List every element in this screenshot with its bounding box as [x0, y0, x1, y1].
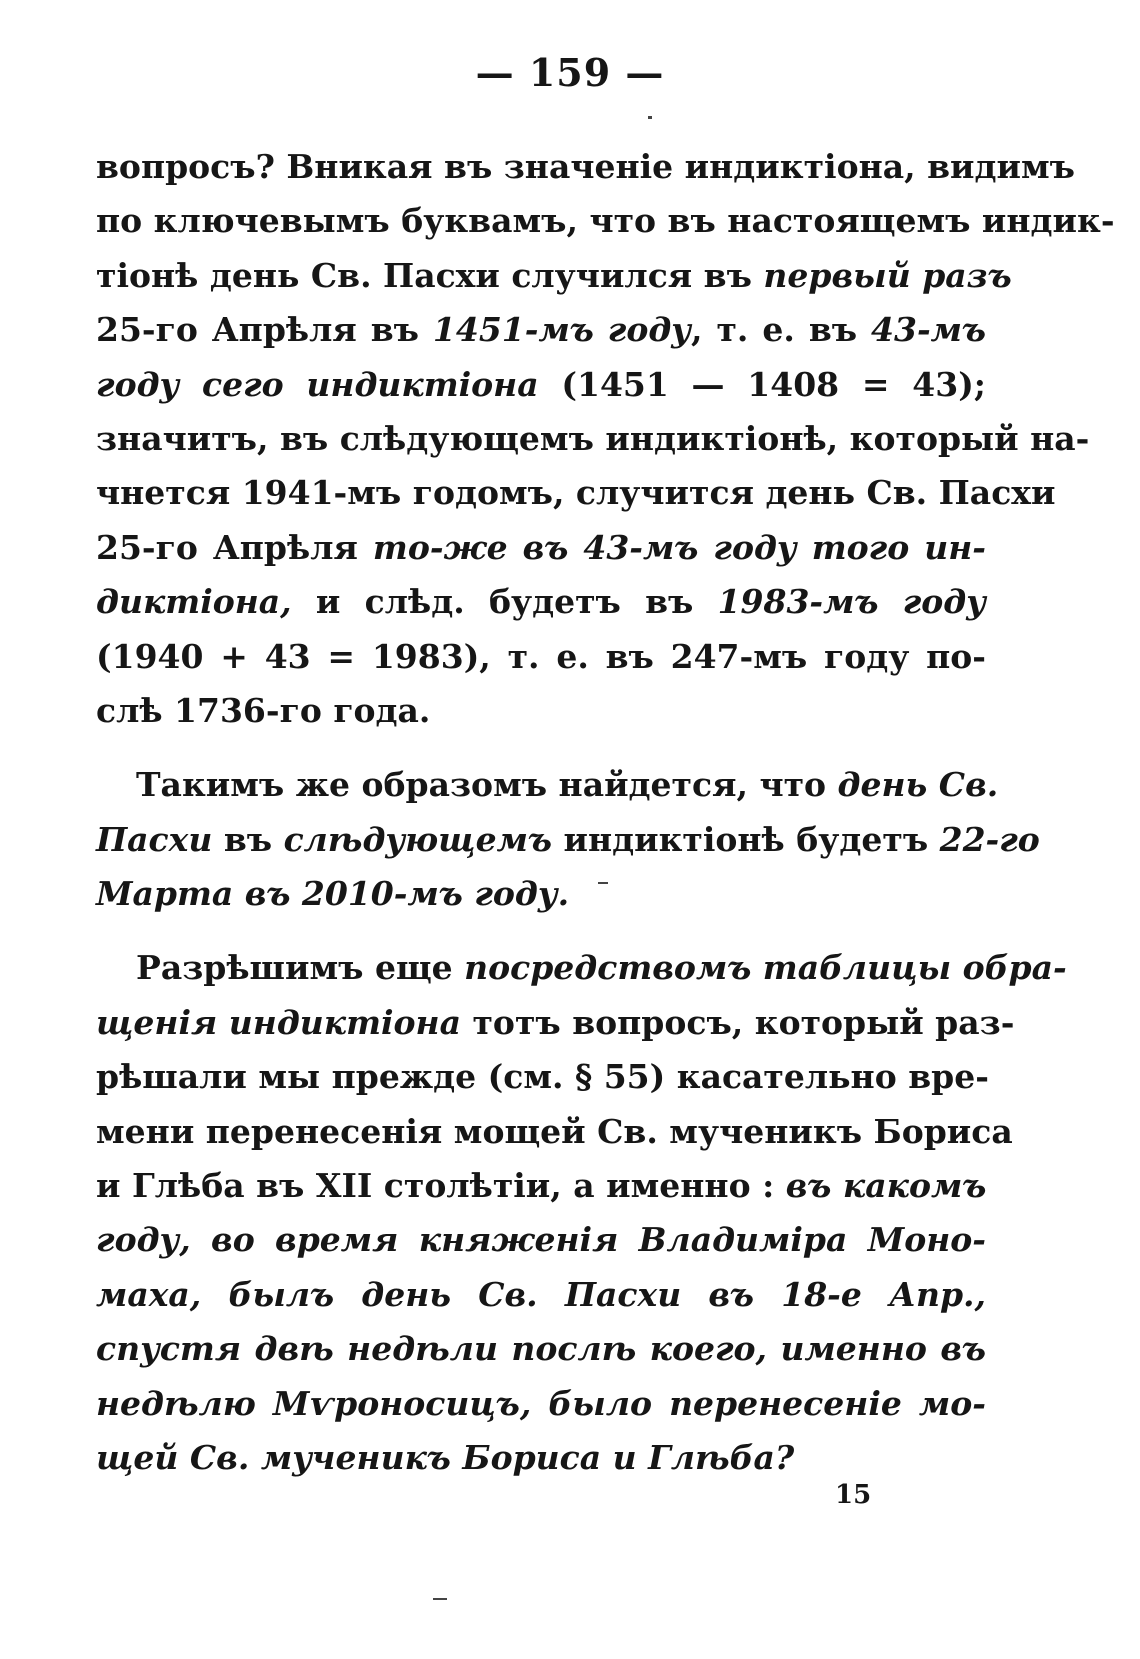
text-line: [96, 249, 1012, 303]
text-line: [96, 1431, 986, 1485]
italic-text-segment: диктіона,: [96, 582, 292, 622]
text-segment: (1451 — 1408 = 43);: [538, 364, 986, 404]
print-speck: [648, 116, 652, 119]
text-line: [96, 1377, 986, 1431]
italic-text-segment: посредствомъ таблицы обра-: [464, 948, 1067, 988]
text-line: [96, 358, 986, 412]
text-segment: тіонѣ день Св. Пасхи случился въ: [96, 255, 764, 295]
page-number: — 159 —: [475, 50, 665, 95]
print-speck: [598, 882, 608, 884]
text-line: [96, 1050, 989, 1104]
italic-text-segment: году сего индиктіона: [96, 364, 539, 404]
printer-signature-mark: 15: [835, 1480, 872, 1510]
text-segment: и Глѣба въ XII столѣтіи, а именно :: [96, 1166, 786, 1206]
italic-text-segment: то-же въ 43-мъ году того ин-: [372, 527, 986, 567]
text-segment: мени перенесенія мощей Св. мученикъ Бориса: [96, 1111, 1013, 1151]
italic-text-segment: Марта въ 2010-мъ году.: [96, 874, 570, 914]
italic-text-segment: 1451-мъ году: [432, 310, 692, 350]
italic-text-segment: въ какомъ: [785, 1166, 987, 1206]
text-line: [96, 996, 1015, 1050]
italic-text-segment: 22-го: [939, 819, 1040, 859]
italic-text-segment: первый разъ: [763, 255, 1012, 295]
text-line: [96, 1268, 986, 1322]
paragraph-gap: [96, 921, 986, 941]
text-line: [96, 867, 986, 921]
paragraph-gap: [96, 738, 986, 758]
italic-text-segment: день Св.: [837, 765, 999, 805]
text-segment: Разрѣшимъ еще: [136, 948, 465, 988]
body-text: [96, 140, 1115, 1485]
text-line: [96, 684, 986, 738]
text-segment: Такимъ же образомъ найдется, что: [136, 765, 838, 805]
text-segment: по ключевымъ буквамъ, что въ настоящемъ индик-: [96, 201, 1115, 241]
text-line: [96, 412, 1090, 466]
text-segment: чнется 1941-мъ годомъ, случится день Св. Пасхи: [96, 473, 1056, 513]
text-line: [96, 941, 1067, 995]
italic-text-segment: году, во время княженія Владиміра Моно-: [96, 1220, 986, 1260]
text-segment: , т. е. въ: [691, 310, 872, 350]
text-line: [96, 575, 986, 629]
italic-text-segment: 1983-мъ году: [717, 582, 986, 622]
text-segment: 25-го Апрѣля: [96, 527, 373, 567]
text-segment: вопросъ? Вникая въ значеніе индиктіона, видимъ: [96, 147, 1075, 186]
text-segment: въ: [212, 819, 284, 859]
text-segment: слѣ 1736-го года.: [96, 690, 431, 730]
text-line: [96, 1213, 986, 1267]
italic-text-segment: спустя двѣ недѣли послѣ коего, именно въ: [96, 1329, 986, 1369]
italic-text-segment: Пасхи: [96, 819, 213, 859]
print-speck: [433, 1598, 447, 1600]
text-line: [96, 1322, 986, 1376]
text-segment: тотъ вопросъ, который раз-: [461, 1002, 1015, 1042]
text-line: [96, 813, 1040, 867]
italic-text-segment: недѣлю Мѵроносицъ, было перенесеніе мо-: [96, 1383, 986, 1423]
italic-text-segment: 43-мъ: [871, 310, 986, 350]
text-line: [96, 194, 1115, 248]
text-segment: рѣшали мы прежде (см. § 55) касательно вре-: [96, 1057, 989, 1097]
text-segment: (1940 + 43 = 1983), т. е. въ 247-мъ году по-: [96, 636, 986, 676]
italic-text-segment: щей Св. мученикъ Бориса и Глѣба?: [96, 1437, 795, 1477]
text-line: [96, 758, 999, 812]
text-segment: и слѣд. будетъ въ: [291, 582, 718, 622]
text-line: [96, 140, 1075, 194]
text-line: [96, 630, 986, 684]
text-line: [96, 1159, 986, 1213]
text-segment: значитъ, въ слѣдующемъ индиктіонѣ, который на-: [96, 418, 1090, 458]
italic-text-segment: слѣдующемъ: [283, 819, 552, 859]
text-line: [96, 466, 1056, 520]
text-line: [96, 303, 986, 357]
text-segment: 25-го Апрѣля въ: [96, 310, 433, 350]
text-segment: индиктіонѣ будетъ: [551, 819, 940, 859]
italic-text-segment: щенія индиктіона: [96, 1002, 461, 1042]
text-line: [96, 521, 986, 575]
italic-text-segment: маха, былъ день Св. Пасхи въ 18-е Апр.,: [96, 1274, 986, 1314]
text-line: [96, 1105, 1013, 1159]
